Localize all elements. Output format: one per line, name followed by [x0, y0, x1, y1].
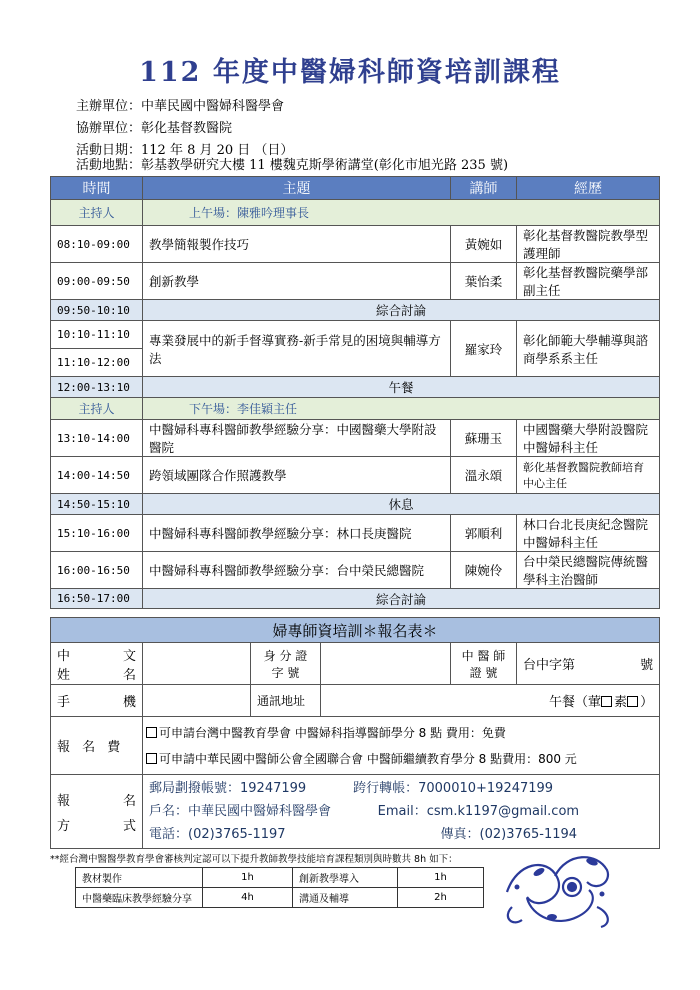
header-speaker: 講師: [451, 177, 517, 200]
table-row: 10:10-11:10 專業發展中的新手督導實務-新手常見的困境與輔導方法 羅家玲 彰化師範大學輔導與諮商學系系主任: [51, 321, 660, 349]
organizer: 主辦單位：中華民國中醫婦科醫學會: [76, 99, 285, 114]
table-row: 08:10-09:00 教學簡報製作技巧 黃婉如 彰化基督教醫院教學型護理師: [51, 226, 660, 263]
header-bio: 經歷: [517, 177, 660, 200]
floral-ornament-icon: [497, 832, 617, 932]
schedule-header: [51, 177, 660, 200]
table-row: 11:10-12:00: [51, 349, 660, 377]
table-row: 中醫藥臨床教學經驗分享 4h 溝通及輔導 2h: [76, 888, 484, 908]
break-row: 14:50-15:10 休息: [51, 494, 660, 515]
registration-header: [51, 618, 660, 643]
event-date: 活動日期：112 年 8 月 20 日 （日）: [76, 143, 294, 158]
lunch-veg-checkbox[interactable]: [627, 696, 638, 707]
phone-input[interactable]: [143, 685, 251, 717]
fee-option-1[interactable]: 可申請台灣中醫教育學會 中醫婦科指導醫師學分 8 點 費用：免費: [146, 724, 653, 741]
doctor-license-label: 中 醫 師 證 號: [451, 643, 517, 685]
address-label: 通訊地址: [251, 685, 321, 717]
fee-row: [51, 717, 660, 775]
table-row: 13:10-14:00 中醫婦科專科醫師教學經驗分享：中國醫藥大學附設醫院 蘇珊玉 中國醫藥大學附設醫院中醫婦科主任: [51, 420, 660, 457]
page-title: 112 年度中醫婦科師資培訓課程: [139, 57, 561, 88]
header-time: 時間: [51, 177, 143, 200]
id-input[interactable]: [321, 643, 451, 685]
break-row: 12:00-13:10 午餐: [51, 377, 660, 398]
id-label: 身 分 證 字 號: [251, 643, 321, 685]
afternoon-host: 下午場：李佳穎主任: [143, 398, 660, 420]
name-input[interactable]: [143, 643, 251, 685]
doctor-license-input[interactable]: 台中字第 號: [517, 643, 660, 685]
email-link[interactable]: Email：csm.k1197@gmail.com: [377, 804, 580, 819]
table-row: 16:00-16:50 中醫婦科專科醫師教學經驗分享：台中榮民總醫院 陳婉伶 台中榮民總醫院傳統醫學科主治醫師: [51, 552, 660, 589]
morning-host: 上午場：陳雅吟理事長: [143, 200, 660, 226]
name-row: [51, 643, 660, 685]
phone-label: 手 機: [51, 685, 143, 717]
schedule-table: [50, 176, 660, 609]
break-row: 09:50-10:10 綜合討論: [51, 300, 660, 321]
co-organizer: 協辦單位：彰化基督教醫院: [76, 121, 233, 136]
table-row: 教材製作 1h 創新教學導入 1h: [76, 868, 484, 888]
fee-options: [143, 717, 660, 775]
address-input[interactable]: 午餐（葷 素 ）: [321, 685, 660, 717]
lunch-meat-checkbox[interactable]: [601, 696, 612, 707]
registration-title: 婦專師資培訓＊報名表＊: [51, 618, 660, 643]
credit-note: **經台灣中醫醫學教育學會審核判定認可以下提升教師教學技能培育課程類別與時數共 8h 如下：: [50, 854, 458, 865]
host-label: 主持人: [51, 200, 143, 226]
phone-row: [51, 685, 660, 717]
break-row: 16:50-17:00 綜合討論: [51, 589, 660, 609]
table-row: 14:00-14:50 跨領域團隊合作照護教學 溫永頌 彰化基督教醫院教師培育中心主任: [51, 457, 660, 494]
fee-option-2[interactable]: 可申請中華民國中醫師公會全國聯合會 中醫師繼續教育學分 8 點費用：800 元: [146, 750, 653, 767]
morning-host-row: [51, 200, 660, 226]
method-label: 報 名 方 式: [51, 775, 143, 849]
afternoon-host-row: [51, 398, 660, 420]
fee-checkbox-2[interactable]: [146, 753, 157, 764]
credit-table: [75, 867, 484, 908]
fee-label: 報 名 費: [51, 717, 143, 775]
table-row: 15:10-16:00 中醫婦科專科醫師教學經驗分享：林口長庚醫院 郭順利 林口台北長庚紀念醫院中醫婦科主任: [51, 515, 660, 552]
fee-checkbox-1[interactable]: [146, 727, 157, 738]
table-row: 09:00-09:50 創新教學 葉怡柔 彰化基督教醫院藥學部副主任: [51, 263, 660, 300]
host-label: 主持人: [51, 398, 143, 420]
name-label: 中 文 姓 名: [51, 643, 143, 685]
method-details: 郵局劃撥帳號：19247199 跨行轉帳：7000010+19247199 戶名：中華民國中醫婦科醫學會 Email：csm.k1197@gmail.com 電話：(02)3765-1197 傳真：(02)3765-1194: [143, 775, 660, 849]
registration-form: [50, 617, 660, 849]
header-topic: 主題: [143, 177, 451, 200]
event-location: 活動地點：彰基教學研究大樓 11 樓魏克斯學術講堂(彰化市旭光路 235 號): [76, 158, 509, 173]
